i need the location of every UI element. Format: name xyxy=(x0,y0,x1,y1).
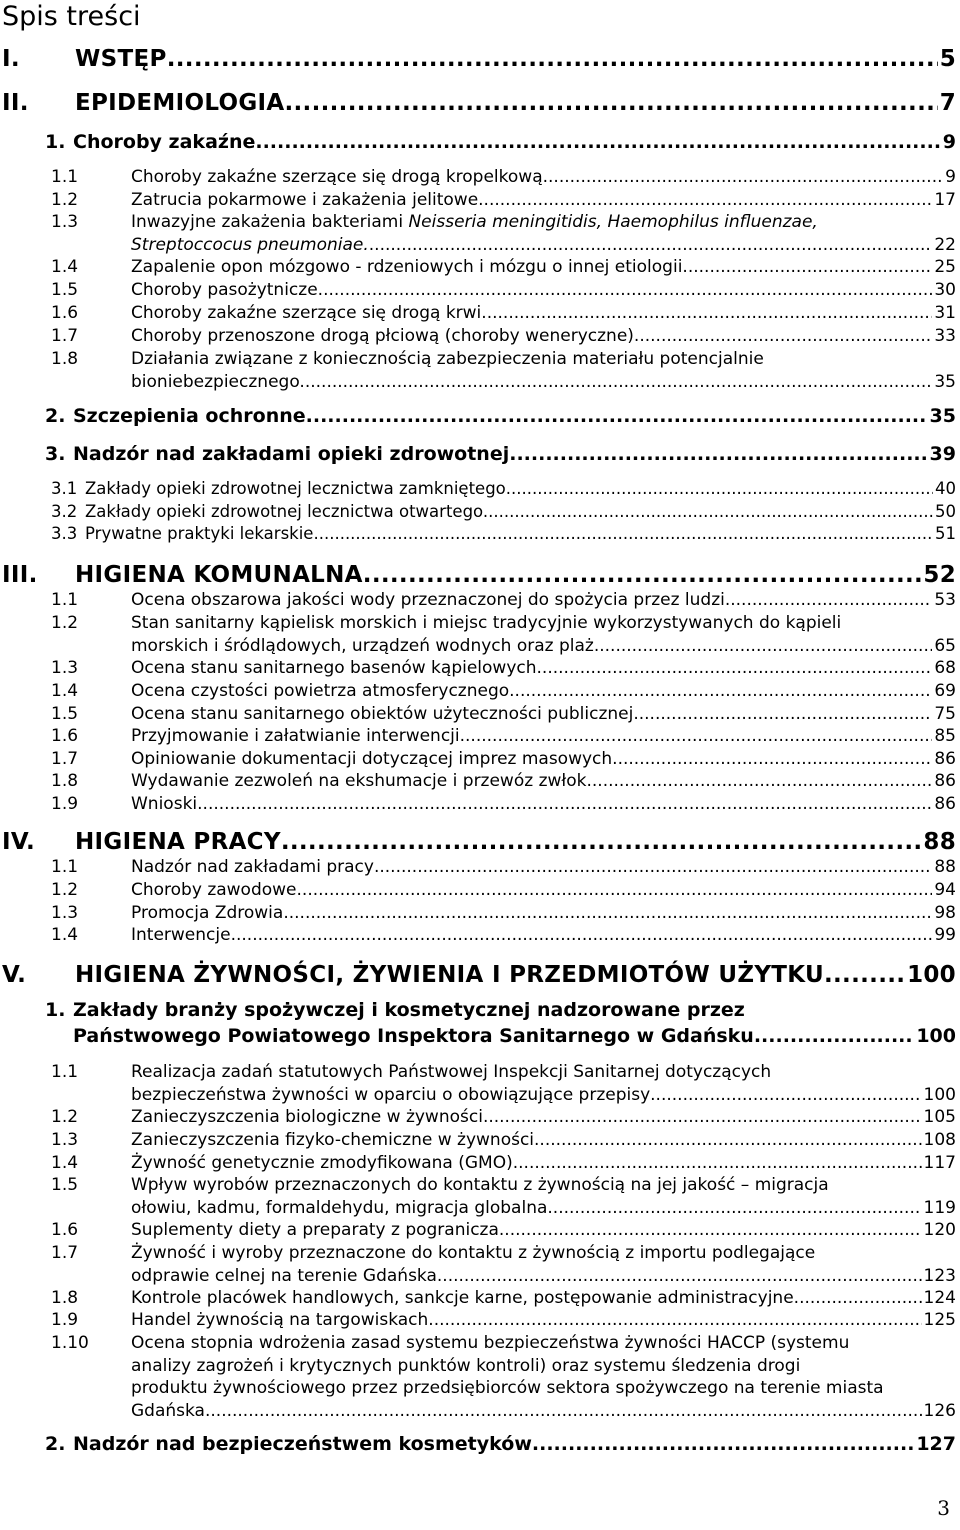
toc-entry-number: 1.2 xyxy=(51,613,79,633)
toc-entry-number: 1.4 xyxy=(51,681,79,701)
toc-leader-dots xyxy=(313,523,933,545)
toc-entry-title: Wnioski xyxy=(131,794,198,814)
toc-entry-title: bioniebezpiecznego. xyxy=(131,371,305,392)
toc-leader-dots xyxy=(824,960,905,990)
toc-entry[interactable] xyxy=(0,501,956,523)
toc-entry-title: Choroby zawodowe xyxy=(131,880,297,900)
toc-entry-number: 1. xyxy=(45,131,66,153)
toc-entry-page: 39 xyxy=(929,443,956,465)
toc-entry-number: 1. xyxy=(45,999,66,1021)
toc-entry-title: Promocja Zdrowia xyxy=(131,903,284,923)
toc-entry-page: 68 xyxy=(934,658,956,678)
toc-entry-title: Żywność genetycznie zmodyfikowana (GMO) xyxy=(131,1153,513,1173)
toc-entry-number: 2. xyxy=(45,1433,66,1455)
toc-entry-page: 25 xyxy=(934,257,956,277)
toc-entry-page: 88 xyxy=(934,857,956,877)
toc-entry-title: Choroby zakaźne szerzące się drogą kropelkową xyxy=(131,167,543,187)
toc-entry-number: 1.9 xyxy=(51,1310,79,1330)
toc-entry-number: 1.8 xyxy=(51,1288,79,1308)
toc-entry-title: Wpływ wyrobów przeznaczonych do kontaktu z żywnością na jej jakość – migracja xyxy=(131,1175,829,1195)
toc-entry[interactable] xyxy=(0,348,956,393)
toc-entry-number: 3.2 xyxy=(51,502,78,521)
toc-entry-title: Państwowego Powiatowego Inspektora Sanitarnego w Gdańsku xyxy=(73,1025,754,1047)
toc-entry-title: odprawie celnej na terenie Gdańska xyxy=(131,1265,437,1286)
toc-entry-page: 17 xyxy=(934,190,956,210)
toc-leader-dots xyxy=(306,403,928,429)
toc-leader-dots xyxy=(374,856,932,879)
toc-leader-dots xyxy=(509,680,932,703)
toc-entry-number: 1.3 xyxy=(51,658,79,678)
toc-leader-dots xyxy=(488,501,933,523)
toc-entry-page: 99 xyxy=(934,925,956,945)
toc-entry[interactable] xyxy=(0,441,956,467)
toc-leader-dots xyxy=(283,902,932,925)
toc-entry[interactable] xyxy=(0,189,956,212)
toc-leader-dots xyxy=(612,748,932,771)
toc-entry-title: Zanieczyszczenia biologiczne w żywności xyxy=(131,1107,483,1127)
toc-entry-title: Zakłady opieki zdrowotnej lecznictwa otwartego. xyxy=(85,502,489,521)
toc-entry[interactable] xyxy=(0,211,956,256)
toc-entry-title: Działania związane z koniecznością zabezpieczenia materiału potencjalnie xyxy=(131,349,764,369)
toc-entry[interactable] xyxy=(0,657,956,680)
toc-entry-number: 1.1 xyxy=(51,857,79,877)
toc-entry[interactable] xyxy=(0,725,956,748)
toc-entry-page: 86 xyxy=(934,771,956,791)
toc-entry-title: Stan sanitarny kąpielisk morskich i miejsc tradycyjnie wykorzystywanych do kąpieli xyxy=(131,613,842,633)
toc-entry-page: 85 xyxy=(934,726,956,746)
toc-entry[interactable] xyxy=(0,325,956,348)
toc-leader-dots xyxy=(363,560,922,590)
toc-leader-dots xyxy=(599,635,932,658)
toc-entry-page: 9 xyxy=(942,131,956,153)
toc-entry[interactable] xyxy=(0,523,956,545)
toc-entry[interactable] xyxy=(0,403,956,429)
toc-entry-page: 40 xyxy=(935,479,956,498)
toc-leader-dots xyxy=(633,703,932,726)
toc-leader-dots xyxy=(532,1431,914,1457)
toc-entry-number: 1.3 xyxy=(51,903,79,923)
toc-entry[interactable] xyxy=(0,856,956,879)
toc-leader-dots xyxy=(297,879,933,902)
toc-entry[interactable] xyxy=(0,770,956,793)
toc-entry-title: Zakłady opieki zdrowotnej lecznictwa zamkniętego xyxy=(85,479,506,498)
toc-entry-page: 123 xyxy=(923,1265,956,1286)
toc-entry-number: 1.1 xyxy=(51,590,79,610)
toc-entry-number: 3.3 xyxy=(51,524,78,543)
toc-leader-dots xyxy=(305,371,933,394)
toc-entry-title: Żywność i wyroby przeznaczone do kontaktu z żywnością z importu podlegające xyxy=(131,1243,816,1263)
toc-leader-dots xyxy=(688,256,933,279)
toc-entry-number: 1.8 xyxy=(51,771,79,791)
toc-entry-number: 1.2 xyxy=(51,1107,79,1127)
toc-leader-dots xyxy=(547,1197,921,1220)
toc-leader-dots xyxy=(639,325,932,348)
toc-leader-dots xyxy=(754,1023,915,1049)
toc-entry-page: 53 xyxy=(934,590,956,610)
toc-leader-dots xyxy=(499,1219,922,1242)
toc-entry-page: 117 xyxy=(923,1153,956,1173)
toc-entry-title: Ocena stanu sanitarnego obiektów użyteczności publicznej xyxy=(131,704,634,724)
toc-entry-number: II. xyxy=(2,90,29,116)
toc-leader-dots xyxy=(537,657,933,680)
toc-entry-number: 1.3 xyxy=(51,212,79,232)
toc-entry-title: Przyjmowanie i załatwianie interwencji xyxy=(131,726,460,746)
toc-entry-title: Ocena czystości powietrza atmosferycznego xyxy=(131,681,510,701)
toc-entry-page: 119 xyxy=(923,1197,956,1218)
toc-entry[interactable] xyxy=(0,1287,956,1310)
toc-entry-title: Zanieczyszczenia fizyko-chemiczne w żywności xyxy=(131,1130,535,1150)
toc-leader-dots xyxy=(284,88,937,118)
toc-entry-number: 1.6 xyxy=(51,726,79,746)
toc-leader-dots xyxy=(318,279,933,302)
toc-entry-page: 127 xyxy=(916,1433,956,1455)
toc-entry[interactable] xyxy=(0,88,956,118)
toc-entry-title: HIGIENA PRACY xyxy=(75,829,281,855)
toc-entry-title: Wydawanie zezwoleń na ekshumacje i przewóz zwłok xyxy=(131,771,587,791)
toc-entry-title: morskich i śródlądowych, urządzeń wodnych oraz plaż. xyxy=(131,635,600,656)
toc-entry-page: 69 xyxy=(934,681,956,701)
toc-entry-title: Choroby zakaźne szerzące się drogą krwi xyxy=(131,303,482,323)
toc-leader-dots xyxy=(794,1287,922,1310)
toc-heading: Spis treści xyxy=(2,1,141,32)
toc-entry-number: 1.4 xyxy=(51,257,79,277)
toc-entry[interactable] xyxy=(0,1219,956,1242)
toc-entry-number: 1.5 xyxy=(51,1175,79,1195)
toc-entry-title: Choroby pasożytnicze xyxy=(131,280,318,300)
toc-entry[interactable] xyxy=(0,902,956,925)
toc-leader-dots xyxy=(543,166,944,189)
toc-entry-page: 35 xyxy=(929,405,956,427)
toc-entry-title: Choroby zakaźne xyxy=(73,131,256,153)
toc-entry-number: 1.6 xyxy=(51,1220,79,1240)
toc-entry-number: 1.7 xyxy=(51,326,79,346)
toc-entry-title: Zakłady branży spożywczej i kosmetycznej nadzorowane przez xyxy=(73,999,745,1021)
toc-entry-page: 30 xyxy=(934,280,956,300)
toc-entry-page: 75 xyxy=(934,704,956,724)
toc-entry[interactable] xyxy=(0,793,956,816)
toc-entry-number: 1.7 xyxy=(51,1243,79,1263)
toc-entry-title: Realizacja zadań statutowych Państwowej Inspekcji Sanitarnej dotyczących xyxy=(131,1062,772,1082)
toc-entry[interactable] xyxy=(0,44,956,74)
toc-entry-title: ołowiu, kadmu, formaldehydu, migracja globalna xyxy=(131,1197,548,1218)
toc-entry-number: 1.1 xyxy=(51,167,79,187)
toc-entry[interactable] xyxy=(0,1332,956,1422)
toc-entry-title: HIGIENA KOMUNALNA xyxy=(75,562,363,588)
toc-entry-number: 1.9 xyxy=(51,794,79,814)
toc-leader-dots xyxy=(509,441,927,467)
toc-entry-number: 1.6 xyxy=(51,303,79,323)
toc-entry-page: 88 xyxy=(923,829,956,855)
toc-entry[interactable] xyxy=(0,1431,956,1457)
toc-leader-dots xyxy=(725,589,933,612)
toc-entry[interactable] xyxy=(0,1309,956,1332)
toc-entry[interactable] xyxy=(0,478,956,500)
toc-entry-title: Kontrole placówek handlowych, sankcje karne, postępowanie administracyjne xyxy=(131,1288,794,1308)
toc-entry-page: 125 xyxy=(923,1310,956,1330)
toc-entry-page: 120 xyxy=(923,1220,956,1240)
toc-entry-title: WSTĘP xyxy=(75,46,167,72)
toc-leader-dots xyxy=(481,302,932,325)
toc-entry-title: Nadzór nad zakładami pracy xyxy=(131,857,374,877)
toc-leader-dots xyxy=(513,1152,922,1175)
toc-entry-title: Interwencje xyxy=(131,925,231,945)
toc-entry[interactable] xyxy=(0,302,956,325)
toc-entry-number: 1.1 xyxy=(51,1062,79,1082)
toc-entry[interactable] xyxy=(0,129,956,155)
toc-leader-dots xyxy=(205,1400,922,1423)
toc-entry[interactable] xyxy=(0,1174,956,1219)
toc-entry-title: Nadzór nad zakładami opieki zdrowotnej xyxy=(73,443,510,465)
toc-entry-number: 1.8 xyxy=(51,349,79,369)
toc-leader-dots xyxy=(369,234,933,257)
toc-entry-number: 1.4 xyxy=(51,1153,79,1173)
toc-entry-title: EPIDEMIOLOGIA xyxy=(75,90,285,116)
toc-entry-title: produktu żywnościowego przez przedsiębiorców sektora spożywczego na terenie miasta xyxy=(131,1378,884,1398)
toc-leader-dots xyxy=(460,725,933,748)
toc-entry-page: 100 xyxy=(923,1084,956,1105)
toc-entry[interactable] xyxy=(0,589,956,612)
toc-entry-number: 1.2 xyxy=(51,190,79,210)
toc-leader-dots xyxy=(197,793,932,816)
toc-entry-page: 7 xyxy=(939,90,956,116)
toc-entry-page: 86 xyxy=(934,749,956,769)
toc-entry[interactable] xyxy=(0,703,956,726)
toc-entry-page: 94 xyxy=(934,880,956,900)
toc-entry-title: Szczepienia ochronne xyxy=(73,405,306,427)
toc-entry-title: Suplementy diety a preparaty z pogranicza xyxy=(131,1220,499,1240)
toc-entry-number: 1.5 xyxy=(51,704,79,724)
toc-entry-number: 2. xyxy=(45,405,66,427)
toc-entry-title: Nadzór nad bezpieczeństwem kosmetyków xyxy=(73,1433,532,1455)
toc-entry-number: 3. xyxy=(45,443,66,465)
toc-entry[interactable] xyxy=(0,997,956,1049)
page-number: 3 xyxy=(937,1496,950,1520)
toc-entry-number: III. xyxy=(2,562,38,588)
toc-entry-page: 22 xyxy=(934,234,956,255)
toc-entry[interactable] xyxy=(0,960,956,990)
toc-leader-dots xyxy=(255,129,940,155)
toc-entry-number: 1.7 xyxy=(51,749,79,769)
toc-entry-title: Ocena stopnia wdrożenia zasad systemu bezpieczeństwa żywności HACCP (systemu xyxy=(131,1333,850,1353)
toc-leader-dots xyxy=(534,1129,922,1152)
toc-entry[interactable] xyxy=(0,1106,956,1129)
toc-entry[interactable] xyxy=(0,612,956,657)
toc-entry-title: Zapalenie opon mózgowo - rdzeniowych i mózgu o innej etiologii. xyxy=(131,257,688,277)
toc-entry-page: 124 xyxy=(923,1288,956,1308)
toc-leader-dots xyxy=(167,44,938,74)
toc-leader-dots xyxy=(483,1106,922,1129)
toc-entry[interactable] xyxy=(0,279,956,302)
toc-entry-title: HIGIENA ŻYWNOŚCI, ŻYWIENIA I PRZEDMIOTÓW UŻYTKU xyxy=(75,962,824,988)
toc-entry-number: V. xyxy=(2,962,27,988)
toc-entry-page: 5 xyxy=(939,46,956,72)
toc-entry-page: 35 xyxy=(934,371,956,392)
toc-entry-number: 1.10 xyxy=(51,1333,89,1353)
toc-leader-dots xyxy=(586,770,932,793)
toc-entry-title: analizy zagrożeń i krytycznych punktów kontroli) oraz systemu śledzenia drogi xyxy=(131,1355,801,1376)
toc-entry-title: Zatrucia pokarmowe i zakażenia jelitowe xyxy=(131,190,479,210)
toc-leader-dots xyxy=(478,189,932,212)
toc-entry-number: 1.2 xyxy=(51,880,79,900)
toc-entry-number: 3.1 xyxy=(51,479,78,498)
toc-entry[interactable] xyxy=(0,1129,956,1152)
toc-entry-page: 98 xyxy=(934,903,956,923)
toc-entry-page: 108 xyxy=(923,1130,956,1150)
toc-leader-dots xyxy=(231,924,933,947)
toc-entry-page: 100 xyxy=(916,1025,956,1047)
toc-leader-dots xyxy=(506,478,933,500)
toc-entry-number: IV. xyxy=(2,829,36,855)
toc-entry-number: 1.3 xyxy=(51,1130,79,1150)
toc-entry[interactable] xyxy=(0,1242,956,1287)
toc-entry[interactable] xyxy=(0,560,956,590)
toc-entry-title: Opiniowanie dokumentacji dotyczącej imprez masowych xyxy=(131,749,613,769)
toc-entry-page: 100 xyxy=(907,962,956,988)
toc-entry-title: Ocena obszarowa jakości wody przeznaczonej do spożycia przez ludzi xyxy=(131,590,725,610)
toc-entry-page: 65 xyxy=(934,635,956,656)
toc-entry[interactable] xyxy=(0,1152,956,1175)
toc-leader-dots xyxy=(650,1084,921,1107)
toc-entry[interactable] xyxy=(0,256,956,279)
toc-entry-title: Streptoccocus pneumoniae. xyxy=(131,234,369,255)
toc-entry-title: Handel żywnością na targowiskach xyxy=(131,1310,429,1330)
toc-entry-title: Gdańska xyxy=(131,1400,205,1421)
toc-entry-page: 86 xyxy=(934,794,956,814)
toc-entry-number: 1.5 xyxy=(51,280,79,300)
toc-entry-page: 9 xyxy=(945,167,956,187)
toc-entry[interactable] xyxy=(0,748,956,771)
toc-entry[interactable] xyxy=(0,680,956,703)
toc-entry-page: 51 xyxy=(935,524,956,543)
toc-entry-number: I. xyxy=(2,46,20,72)
toc-entry-page: 31 xyxy=(934,303,956,323)
toc-leader-dots xyxy=(281,827,922,857)
toc-entry[interactable] xyxy=(0,827,956,857)
toc-entry-number: 1.4 xyxy=(51,925,79,945)
toc-entry-title: Prywatne praktyki lekarskie xyxy=(85,524,314,543)
toc-leader-dots xyxy=(437,1265,922,1288)
toc-entry[interactable] xyxy=(0,1061,956,1106)
toc-entry-page: 52 xyxy=(923,562,956,588)
toc-entry-title: Choroby przenoszone drogą płciową (choroby weneryczne). xyxy=(131,326,640,346)
toc-entry-title: Ocena stanu sanitarnego basenów kąpielowych xyxy=(131,658,537,678)
toc-entry[interactable] xyxy=(0,166,956,189)
toc-entry-title: bezpieczeństwa żywności w oparciu o obowiązujące przepisy xyxy=(131,1084,651,1105)
toc-entry[interactable] xyxy=(0,879,956,902)
toc-entry-page: 33 xyxy=(934,326,956,346)
toc-entry-page: 50 xyxy=(935,502,956,521)
toc-entry-title: Inwazyjne zakażenia bakteriami Neisseria meningitidis, Haemophilus influenzae, xyxy=(131,212,818,232)
toc-entry[interactable] xyxy=(0,924,956,947)
toc-entry-page: 105 xyxy=(923,1107,956,1127)
toc-entry-page: 126 xyxy=(923,1400,956,1421)
toc-leader-dots xyxy=(428,1309,921,1332)
